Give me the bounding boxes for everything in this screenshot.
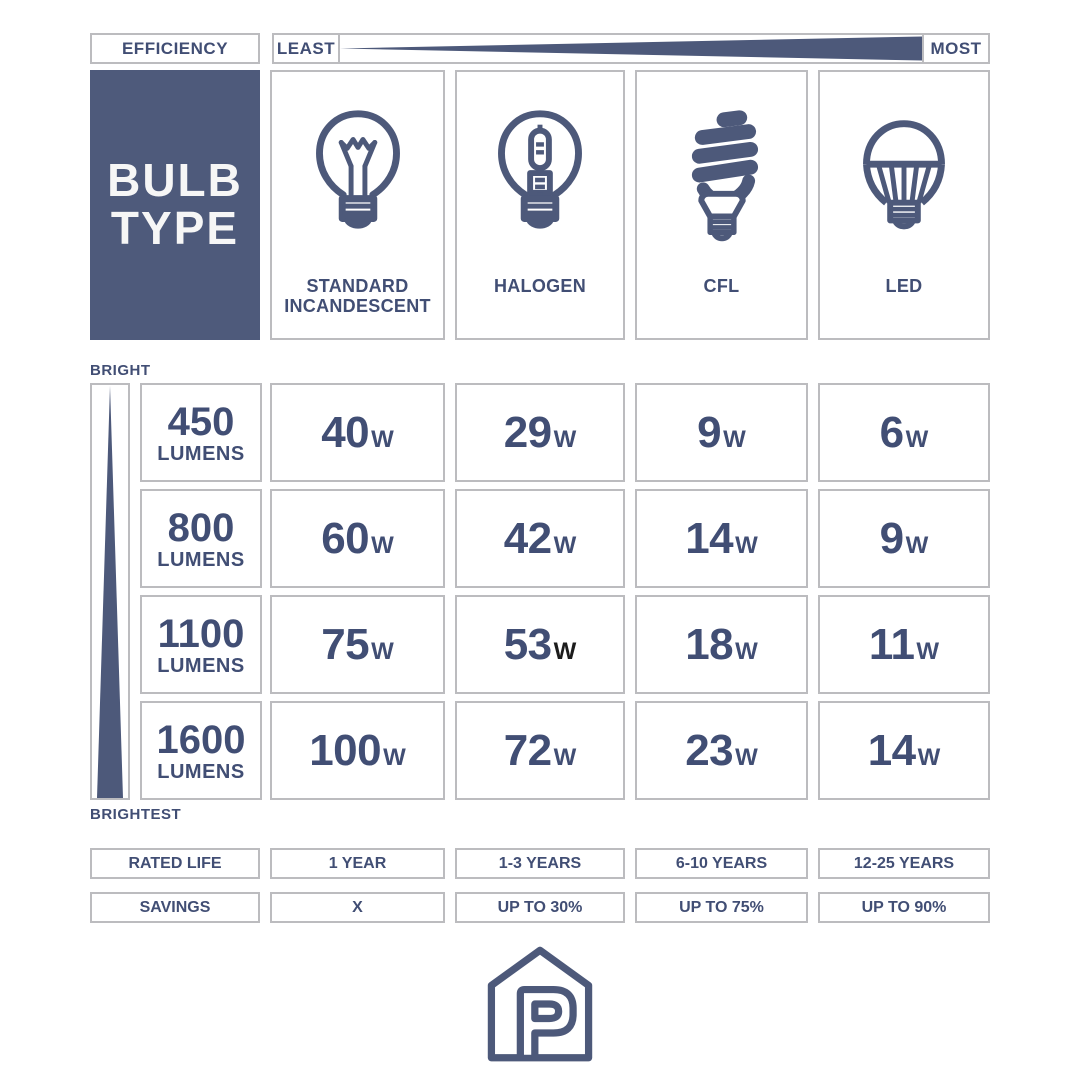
bulb-type-label: BULB TYPE [107, 154, 243, 254]
rated-life-row [270, 848, 990, 879]
card-label: STANDARD INCANDESCENT [284, 276, 431, 317]
rated-life-label: RATED LIFE [128, 854, 222, 872]
efficiency-scale [272, 33, 990, 64]
savings-label-box [90, 892, 260, 923]
watt-cell: 29 W [455, 383, 625, 482]
watt-cell: 53 W [455, 595, 625, 694]
watt-cell: 60 W [270, 489, 445, 588]
watt-cell: 18 W [635, 595, 808, 694]
savings-row [270, 892, 990, 923]
brightest-label: BRIGHTEST [90, 806, 182, 823]
watt-cell: 6 W [818, 383, 990, 482]
savings-cell: UP TO 90% [818, 892, 990, 923]
cfl-bulb-icon [661, 99, 783, 257]
watt-cell: 75 W [270, 595, 445, 694]
efficiency-label-box [90, 33, 260, 64]
card-led [818, 70, 990, 340]
watt-cell: 14 W [818, 701, 990, 800]
least-label: LEAST [276, 38, 336, 58]
lumens-cell-800: 800 LUMENS [140, 489, 262, 588]
watt-cell: 11 W [818, 595, 990, 694]
lumens-cell-450: 450 LUMENS [140, 383, 262, 482]
watt-cell: 100 W [270, 701, 445, 800]
watt-cell: 23 W [635, 701, 808, 800]
brightness-scale [90, 383, 130, 800]
most-label: MOST [930, 38, 982, 58]
most-label-box [922, 35, 988, 62]
house-p-logo [483, 942, 597, 1064]
bulb-type-cards [270, 70, 990, 340]
brightness-arrow-icon [92, 385, 128, 798]
rated-life-label-box [90, 848, 260, 879]
rated-life-cell: 1-3 YEARS [455, 848, 625, 879]
lumens-cell-1600: 1600 LUMENS [140, 701, 262, 800]
house-p-logo-icon [483, 942, 597, 1064]
rated-life-cell: 12-25 YEARS [818, 848, 990, 879]
efficiency-arrow [340, 35, 922, 62]
lumens-column [140, 383, 262, 800]
incandescent-bulb-icon [297, 99, 419, 257]
efficiency-label: EFFICIENCY [121, 38, 229, 58]
card-cfl [635, 70, 808, 340]
rated-life-cell: 6-10 YEARS [635, 848, 808, 879]
watt-cell: 9 W [818, 489, 990, 588]
wattage-grid [270, 383, 990, 800]
card-label: LED [885, 276, 923, 296]
lumens-cell-1100: 1100 LUMENS [140, 595, 262, 694]
efficiency-arrow-icon [340, 35, 922, 62]
bright-label: BRIGHT [90, 362, 151, 379]
savings-cell: UP TO 75% [635, 892, 808, 923]
watt-cell: 40 W [270, 383, 445, 482]
savings-cell: X [270, 892, 445, 923]
watt-cell: 9 W [635, 383, 808, 482]
halogen-bulb-icon [479, 99, 601, 257]
watt-cell: 42 W [455, 489, 625, 588]
card-halogen [455, 70, 625, 340]
watt-cell: 72 W [455, 701, 625, 800]
led-bulb-icon [843, 99, 965, 257]
watt-cell: 14 W [635, 489, 808, 588]
card-standard-incandescent [270, 70, 445, 340]
rated-life-cell: 1 YEAR [270, 848, 445, 879]
least-label-box [274, 35, 340, 62]
savings-label: SAVINGS [139, 898, 211, 916]
card-label: HALOGEN [493, 276, 587, 296]
savings-cell: UP TO 30% [455, 892, 625, 923]
card-label: CFL [703, 276, 740, 296]
bulb-type-panel [90, 70, 260, 340]
